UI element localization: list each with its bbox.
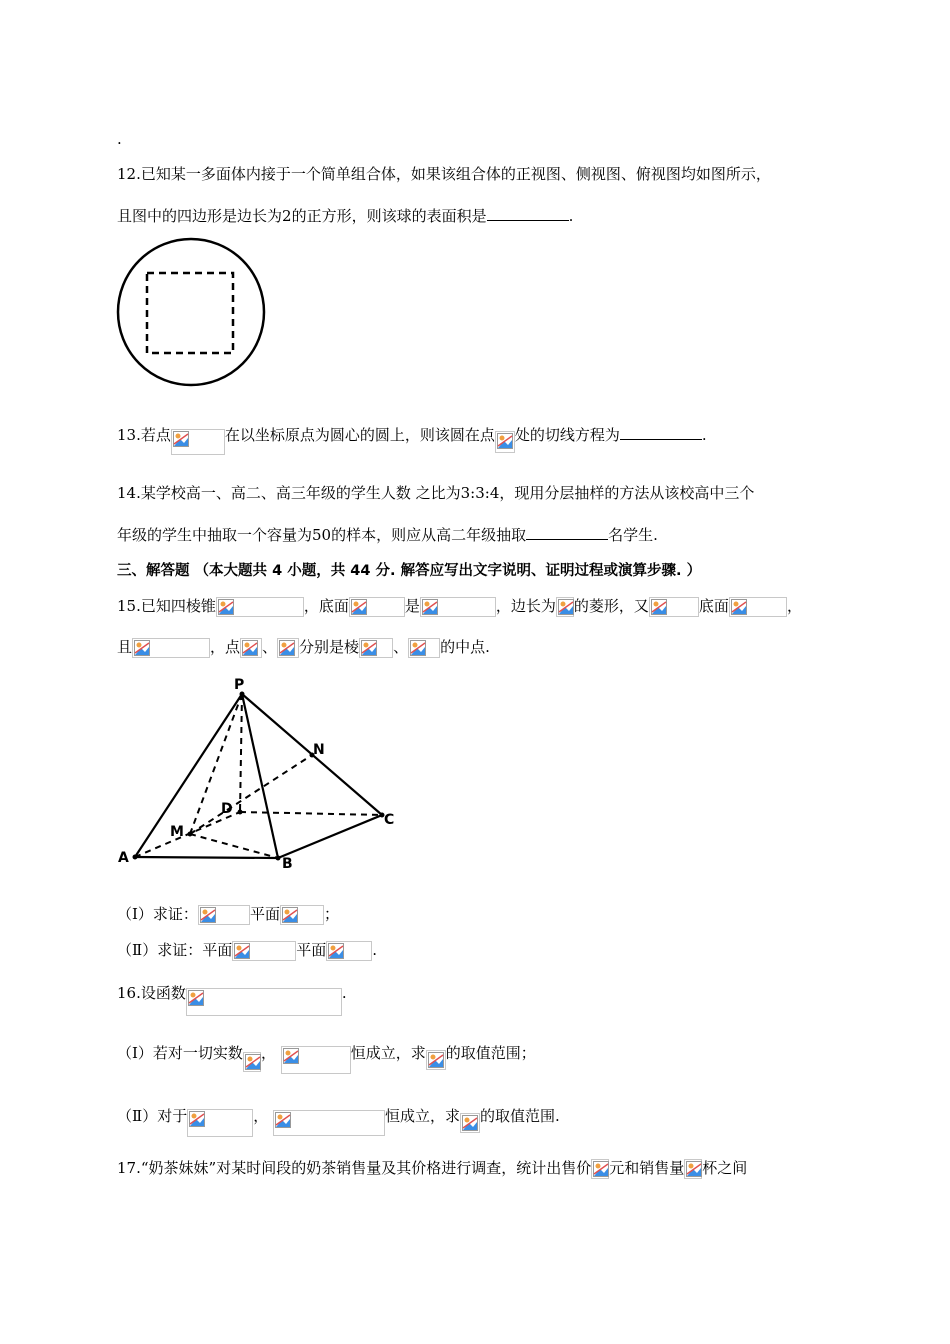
q16-p2-a: （Ⅱ）对于 — [117, 1107, 188, 1125]
broken-image-icon — [558, 599, 574, 615]
q16-function-image — [186, 988, 342, 1016]
edge-PB — [242, 694, 278, 858]
q16-title — [117, 980, 347, 1008]
q15-p2-c: . — [372, 941, 377, 959]
broken-image-icon — [234, 943, 250, 959]
broken-image-icon — [189, 1111, 205, 1127]
q13-text-a: 13.若点 — [117, 426, 171, 444]
broken-image-icon — [731, 599, 747, 615]
q16-p1-c: 恒成立，求 — [350, 1044, 426, 1062]
q15-img-cond — [132, 638, 210, 658]
q16-p1-b: ， — [260, 1044, 276, 1062]
q14-text-b: ，现用分层抽样的方法从该校高中三个 — [499, 484, 755, 502]
broken-image-icon — [361, 640, 377, 656]
broken-image-icon — [134, 640, 150, 656]
q16-p2-img2 — [273, 1110, 385, 1136]
q16-part1 — [117, 1040, 536, 1068]
q15-t3: 是 — [404, 597, 420, 615]
broken-image-icon — [283, 1048, 299, 1064]
q13-point-image — [171, 429, 225, 455]
q15-t5: 的菱形，又 — [573, 597, 649, 615]
q16-p1-a: （Ⅰ）若对一切实数 — [117, 1044, 243, 1062]
q13-end: . — [701, 426, 707, 444]
q17-img-price — [591, 1159, 609, 1179]
q16-p2-d: 的取值范围. — [480, 1107, 560, 1125]
label-M: M — [170, 824, 184, 840]
q13-point-image-2 — [495, 431, 515, 453]
label-C: C — [384, 812, 395, 828]
broken-image-icon — [328, 943, 344, 959]
label-D: D — [221, 801, 233, 817]
broken-image-icon — [173, 431, 189, 447]
q15-p2-a: （Ⅱ）求证：平面 — [117, 941, 233, 959]
edge-AB — [135, 857, 278, 858]
broken-image-icon — [410, 640, 426, 656]
q16-p2-c: 恒成立，求 — [385, 1107, 461, 1125]
q15-p2-img2 — [326, 941, 372, 961]
q15-t1: 15.已知四棱锥 — [117, 597, 216, 615]
segment-MB — [190, 834, 278, 858]
q16-part2 — [117, 1103, 560, 1131]
broken-image-icon — [428, 1052, 444, 1068]
q14-line1 — [117, 482, 754, 504]
q12-circle — [118, 239, 264, 385]
q15-p1-a: （Ⅰ）求证： — [117, 905, 198, 923]
q12-end: . — [568, 207, 574, 225]
broken-image-icon — [651, 599, 667, 615]
broken-image-icon — [218, 599, 234, 615]
q15-img-pyramid — [216, 597, 304, 617]
label-A: A — [118, 850, 129, 866]
broken-image-icon — [593, 1161, 609, 1177]
q12-line2 — [117, 205, 573, 227]
q15-img-edge2 — [408, 638, 440, 658]
q15-t4: ，边长为 — [495, 597, 556, 615]
segment-MP — [190, 694, 242, 834]
broken-image-icon — [686, 1161, 702, 1177]
broken-image-icon — [462, 1115, 478, 1131]
q15-p1-c: ； — [323, 905, 339, 923]
q14-text-e: 名学生. — [608, 526, 658, 544]
broken-image-icon — [188, 990, 204, 1006]
q12-num: 2 — [282, 207, 292, 225]
q15-img-shape — [420, 597, 496, 617]
q15-t8: 且 — [117, 638, 133, 656]
q17-t2: 元和销售量 — [609, 1159, 685, 1177]
q17-img-sales — [684, 1159, 702, 1179]
q15-pyramid-figure — [112, 672, 412, 872]
q15-t7: ， — [786, 597, 802, 615]
q15-t10: 、 — [262, 638, 278, 656]
broken-image-icon — [279, 640, 295, 656]
label-B: B — [282, 856, 293, 872]
q14-text-c: 年级的学生中抽取一个容量为 — [117, 526, 313, 544]
q15-img-edge — [649, 597, 699, 617]
q15-img-base2 — [729, 597, 787, 617]
edge-BC — [278, 815, 382, 858]
q12-figure-circle-square — [112, 237, 270, 387]
q14-line2 — [117, 524, 658, 546]
q15-t12: 、 — [393, 638, 409, 656]
q15-img-pointM — [240, 638, 262, 658]
q15-img-side — [556, 597, 574, 617]
q16-p1-img1 — [243, 1052, 261, 1072]
q15-t9: ，点 — [210, 638, 241, 656]
q12-text-a: 且图中的四边形是边长为 — [117, 207, 283, 225]
edge-DC — [240, 812, 382, 815]
q15-p2-img1 — [232, 941, 296, 961]
broken-image-icon — [422, 599, 438, 615]
q15-t2: ，底面 — [303, 597, 349, 615]
section-3-heading: 三、解答题 （本大题共 4 小题，共 44 分. 解答应写出文字说明、证明过程或演算步骤. ） — [117, 563, 702, 579]
broken-image-icon — [275, 1112, 291, 1128]
q15-t6: 底面 — [698, 597, 729, 615]
broken-image-icon — [282, 907, 298, 923]
q12-answer-blank — [487, 206, 569, 221]
q13-answer-blank — [620, 425, 702, 440]
q13-text-b: 在以坐标原点为圆心的圆上，则该圆在点 — [224, 426, 495, 444]
broken-image-icon — [351, 599, 367, 615]
q15-img-base — [349, 597, 405, 617]
label-P: P — [234, 677, 245, 693]
q12-dashed-square — [147, 273, 233, 353]
broken-image-icon — [242, 640, 258, 656]
q17-t3: 杯之间 — [702, 1159, 748, 1177]
q15-t13: 的中点. — [440, 638, 490, 656]
broken-image-icon — [497, 433, 513, 449]
q13-text-c: 处的切线方程为 — [514, 426, 620, 444]
q14-text-d: 的样本，则应从高二年级抽取 — [331, 526, 527, 544]
q17-t1: 17.“奶茶妹妹”对某时间段的奶茶销售量及其价格进行调查，统计出售价 — [117, 1159, 592, 1177]
q16-p2-img1 — [187, 1109, 253, 1137]
q15-part1 — [117, 903, 339, 925]
q15-line1 — [117, 595, 802, 617]
q16-p2-img3 — [460, 1113, 480, 1133]
q15-img-edge1 — [359, 638, 393, 658]
q15-t11: 分别是棱 — [299, 638, 360, 656]
edge-PD — [240, 694, 242, 812]
q15-p1-b: 平面 — [249, 905, 280, 923]
q14-text-a: 14.某学校高一、高二、高三年级的学生人数 之比为 — [117, 484, 461, 502]
q15-img-pointN — [277, 638, 299, 658]
q15-part2 — [117, 939, 377, 961]
q14-ratio: 3:3:4 — [460, 484, 500, 502]
q14-answer-blank — [526, 525, 608, 540]
q16-p2-b: ， — [253, 1107, 269, 1125]
q13-line — [117, 423, 707, 449]
q14-num: 50 — [312, 526, 332, 544]
q15-p2-b: 平面 — [296, 941, 327, 959]
segment-MN — [190, 755, 312, 834]
q17-line — [117, 1157, 747, 1179]
broken-image-icon — [200, 907, 216, 923]
label-N: N — [313, 742, 325, 758]
q16-p1-img2 — [281, 1046, 351, 1074]
q16-t1: 16.设函数 — [117, 984, 186, 1002]
q12-line1: 12.已知某一多面体内接于一个简单组合体，如果该组合体的正视图、侧视图、俯视图均如图所示， — [117, 165, 771, 183]
q15-line2 — [117, 636, 490, 658]
q16-p1-img3 — [426, 1050, 446, 1070]
q12-text-b: 的正方形，则该球的表面积是 — [291, 207, 487, 225]
broken-image-icon — [245, 1054, 261, 1070]
stray-dot: . — [117, 130, 122, 148]
q15-p1-img1 — [198, 905, 250, 925]
q16-p1-d: 的取值范围； — [445, 1044, 536, 1062]
q16-t2: . — [341, 984, 347, 1002]
q15-p1-img2 — [280, 905, 324, 925]
